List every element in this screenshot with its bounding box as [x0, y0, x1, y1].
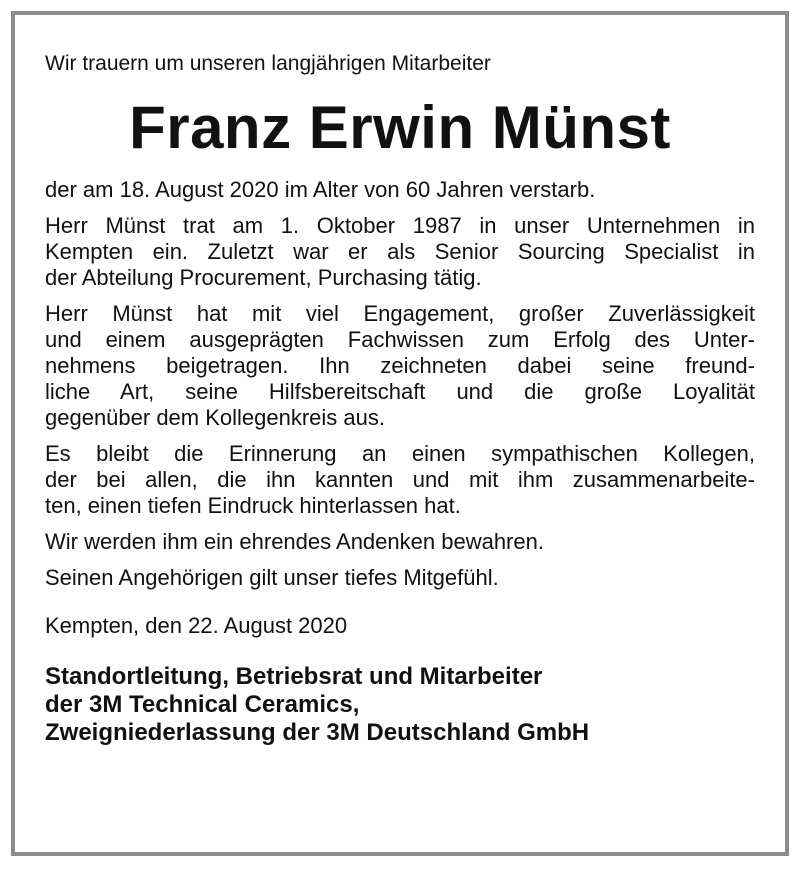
paragraph-remembrance [45, 529, 755, 555]
paragraph-death-date [45, 177, 755, 203]
text-line: Seinen Angehörigen gilt unser tiefes Mitgefühl. [45, 565, 499, 590]
text-line: gegenüber dem Kollegenkreis aus. [45, 405, 386, 430]
text-line: Es bleibt die Erinnerung an einen sympathischen Kollegen, [45, 441, 755, 466]
place-date: Kempten, den 22. August 2020 [45, 613, 348, 638]
paragraph-condolences [45, 565, 755, 591]
deceased-name: Franz Erwin Münst [129, 94, 671, 161]
text-line: Wir werden ihm ein ehrendes Andenken bewahren. [45, 529, 544, 554]
signature-line: Standortleitung, Betriebsrat und Mitarbeiter [45, 663, 543, 690]
notice-content [45, 51, 755, 747]
signature-line: der 3M Technical Ceramics, [45, 691, 360, 718]
text-line: nehmens beigetragen. Ihn zeichneten dabei seine freund- [45, 353, 755, 378]
paragraph-memory [45, 441, 755, 519]
signature-line: Zweigniederlassung der 3M Deutschland GmbH [45, 719, 590, 746]
text-line: der Abteilung Procurement, Purchasing tätig. [45, 265, 482, 290]
text-line: Herr Münst hat mit viel Engagement, großer Zuverlässigkeit [45, 301, 755, 326]
intro-line: Wir trauern um unseren langjährigen Mitarbeiter [45, 52, 491, 75]
text-line: Kempten ein. Zuletzt war er als Senior Sourcing Specialist in [45, 239, 755, 264]
obituary-notice [11, 11, 789, 856]
text-line: der bei allen, die ihn kannten und mit ihm zusammenarbeite- [45, 467, 755, 492]
text-line: Herr Münst trat am 1. Oktober 1987 in unser Unternehmen in [45, 213, 755, 238]
text-line: der am 18. August 2020 im Alter von 60 Jahren verstarb. [45, 177, 596, 202]
paragraph-career [45, 213, 755, 291]
text-line: liche Art, seine Hilfsbereitschaft und die große Loyalität [45, 379, 755, 404]
text-line: und einem ausgeprägten Fachwissen zum Erfolg des Unter- [45, 327, 755, 352]
signature-block [45, 663, 755, 747]
paragraph-tribute [45, 301, 755, 431]
text-line: ten, einen tiefen Eindruck hinterlassen hat. [45, 493, 461, 518]
